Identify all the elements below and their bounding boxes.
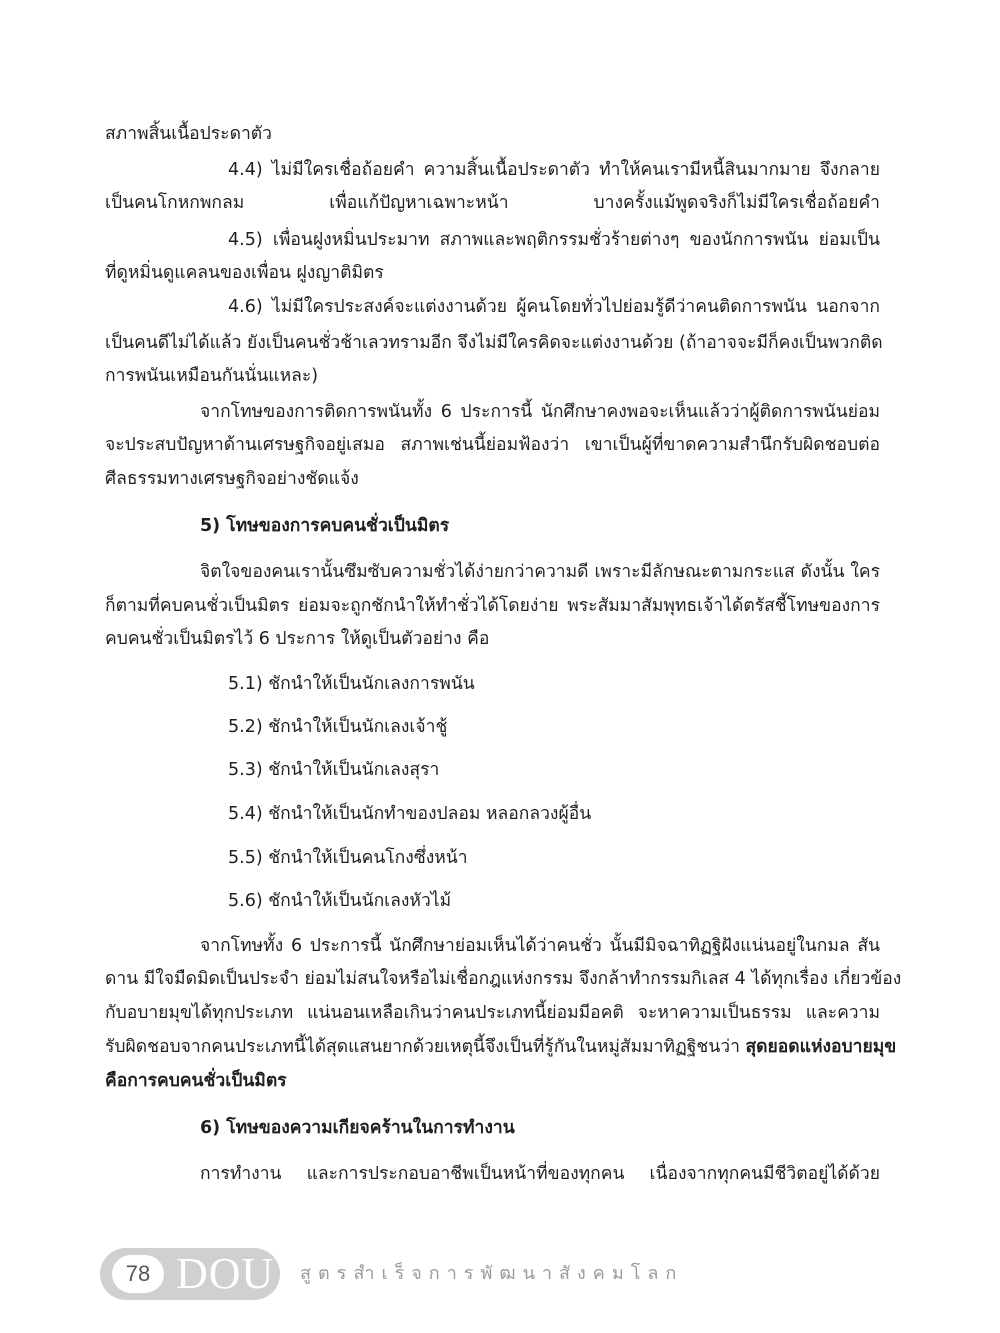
paragraph-line: ก็ตามที่คบคนชั่วเป็นมิตร ย่อมจะถูกชักนำให้ทำชั่วได้โดยง่าย พระสัมมาสัมพุทธเจ้าได้ตรัสชี้โทษของการ bbox=[105, 596, 880, 616]
paragraph-line: จิตใจของคนเรานั้นซึมซับความชั่วได้ง่ายกว่าความดี เพราะมีลักษณะตามกระแส ดังนั้น ใคร bbox=[200, 562, 880, 582]
emphasis-text: สุดยอดแห่งอบายมุข bbox=[745, 1037, 897, 1057]
list-item-4-4: 4.4) ไม่มีใครเชื่อถ้อยคำ ความสิ้นเนื้อประดาตัว ทำให้คนเรามีหนี้สินมากมาย จึงกลาย bbox=[228, 160, 880, 180]
paragraph-line: จากโทษของการติดการพนันทั้ง 6 ประการนี้ นักศึกษาคงพอจะเห็นแล้วว่าผู้ติดการพนันย่อม bbox=[200, 402, 880, 422]
list-item: 5.1) ชักนำให้เป็นนักเลงการพนัน bbox=[228, 674, 475, 694]
paragraph-line: ที่ดูหมิ่นดูแคลนของเพื่อน ฝูงญาติมิตร bbox=[105, 263, 384, 283]
footer-tagline: สูตรสำเร็จการพัฒนาสังคมโลก bbox=[300, 1263, 684, 1284]
paragraph-line: จากโทษทั้ง 6 ประการนี้ นักศึกษาย่อมเห็นได้ว่าคนชั่ว นั้นมีมิจฉาทิฏฐิฝังแน่นอยู่ในกมล สัน bbox=[200, 936, 880, 956]
emphasis-line: คือการคบคนชั่วเป็นมิตร bbox=[105, 1071, 287, 1091]
list-item: 5.3) ชักนำให้เป็นนักเลงสุรา bbox=[228, 760, 440, 780]
paragraph-line: การพนันเหมือนกันนั่นแหละ) bbox=[105, 366, 319, 386]
paragraph-text: รับผิดชอบจากคนประเภทนี้ได้สุดแสนยากด้วยเหตุนี้จึงเป็นที่รู้กันในหมู่สัมมาทิฏฐิชนว่า bbox=[105, 1037, 746, 1057]
paragraph-line: จะประสบปัญหาด้านเศรษฐกิจอยู่เสมอ สภาพเช่นนี้ย่อมฟ้องว่า เขาเป็นผู้ที่ขาดความสำนึกรับผิดชอบต่อ bbox=[105, 435, 880, 455]
list-item: 5.2) ชักนำให้เป็นนักเลงเจ้าชู้ bbox=[228, 717, 448, 737]
list-item: 5.5) ชักนำให้เป็นคนโกงซึ่งหน้า bbox=[228, 848, 468, 868]
paragraph-line: ดาน มีใจมืดมิดเป็นประจำ ย่อมไม่สนใจหรือไม่เชื่อกฎแห่งกรรม จึงกล้าทำกรรมกิเลส 4 ได้ทุกเรื่อง เกี่ยวข้อง bbox=[105, 969, 902, 989]
dou-logo: DOU bbox=[176, 1249, 275, 1298]
list-item: 5.6) ชักนำให้เป็นนักเลงหัวไม้ bbox=[228, 891, 452, 911]
paragraph-line: คบคนชั่วเป็นมิตรไว้ 6 ประการ ให้ดูเป็นตัวอย่าง คือ bbox=[105, 629, 490, 649]
page-number: 78 bbox=[112, 1255, 164, 1293]
list-item-4-5: 4.5) เพื่อนฝูงหมิ่นประมาท สภาพและพฤติกรรมชั่วร้ายต่างๆ ของนักการพนัน ย่อมเป็น bbox=[228, 230, 880, 250]
paragraph-line: ศีลธรรมทางเศรษฐกิจอย่างชัดแจ้ง bbox=[105, 469, 359, 489]
paragraph-line: เป็นคนโกหกพกลม เพื่อแก้ปัญหาเฉพาะหน้า บางครั้งแม้พูดจริงก็ไม่มีใครเชื่อถ้อยคำ bbox=[105, 193, 880, 213]
list-item: 5.4) ชักนำให้เป็นนักทำของปลอม หลอกลวงผู้อื่น bbox=[228, 804, 592, 824]
footer-badge bbox=[100, 1248, 280, 1300]
paragraph-line: การทำงาน และการประกอบอาชีพเป็นหน้าที่ของทุกคน เนื่องจากทุกคนมีชีวิตอยู่ได้ด้วย bbox=[200, 1164, 880, 1184]
paragraph-line: กับอบายมุขได้ทุกประเภท แน่นอนเหลือเกินว่าคนประเภทนี้ย่อมมีอคติ จะหาความเป็นธรรม และความ bbox=[105, 1003, 880, 1023]
section-heading-5: 5) โทษของการคบคนชั่วเป็นมิตร bbox=[200, 516, 450, 536]
list-item-4-6: 4.6) ไม่มีใครประสงค์จะแต่งงานด้วย ผู้คนโดยทั่วไปย่อมรู้ดีว่าคนติดการพนัน นอกจาก bbox=[228, 297, 880, 317]
paragraph-line bbox=[105, 1034, 897, 1060]
paragraph-line: เป็นคนดีไม่ได้แล้ว ยังเป็นคนชั่วช้าเลวทรามอีก จึงไม่มีใครคิดจะแต่งงานด้วย (ถ้าอาจจะมีก็คงเป็นพวกติด bbox=[105, 333, 883, 353]
paragraph-line: สภาพสิ้นเนื้อประดาตัว bbox=[105, 124, 272, 144]
section-heading-6: 6) โทษของความเกียจคร้านในการทำงาน bbox=[200, 1118, 515, 1138]
